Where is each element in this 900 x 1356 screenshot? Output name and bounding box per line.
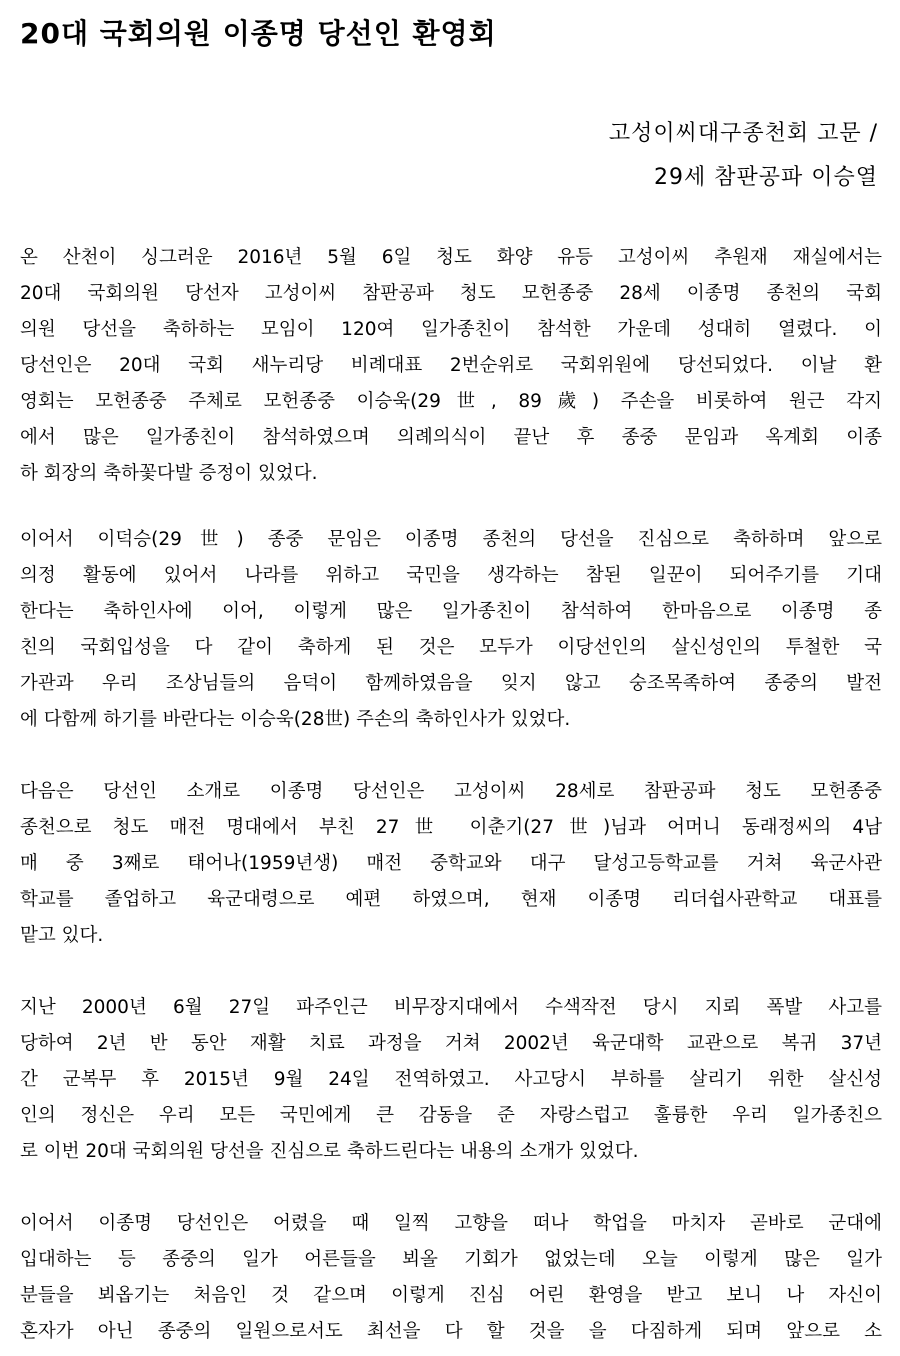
paragraph-line: 매 중 3째로 태어나(1959년생) 매전 중학교와 대구 달성고등학교를 거쳐 육군사관 <box>20 853 882 874</box>
paragraph-line: 온 산천이 싱그러운 2016년 5월 6일 청도 화양 유등 고성이씨 추원재 재실에서는 <box>20 247 882 268</box>
paragraph-line: 하 회장의 축하꽃다발 증정이 있었다. <box>20 463 318 484</box>
paragraph-line: 맡고 있다. <box>20 925 104 946</box>
paragraph-line: 로 이번 20대 국회의원 당선을 진심으로 축하드린다는 내용의 소개가 있었다. <box>20 1141 639 1162</box>
paragraph-line: 친의 국회입성을 다 같이 축하게 된 것은 모두가 이당선인의 살신성인의 투철한 국 <box>20 637 882 658</box>
paragraph-line: 입대하는 등 종중의 일가 어른들을 뵈올 기회가 없었는데 오늘 이렇게 많은 일가 <box>20 1249 882 1270</box>
byline-author: 29세 참판공파 이승열 <box>654 165 878 190</box>
paragraph-5 <box>20 1206 882 1350</box>
paragraph-line: 다음은 당선인 소개로 이종명 당선인은 고성이씨 28세로 참판공파 청도 모헌종중 <box>20 781 882 802</box>
paragraph-4 <box>20 990 882 1170</box>
paragraph-line: 혼자가 아닌 종중의 일원으로서도 최선을 다 할 것을 을 다짐하게 되며 앞으로 소 <box>20 1321 882 1342</box>
paragraph-line: 이어서 이종명 당선인은 어렸을 때 일찍 고향을 떠나 학업을 마치자 곧바로 군대에 <box>20 1213 882 1234</box>
paragraph-line: 에 다함께 하기를 바란다는 이승욱(28世) 주손의 축하인사가 있었다. <box>20 709 571 730</box>
paragraph-line: 인의 정신은 우리 모든 국민에게 큰 감동을 준 자랑스럽고 훌륭한 우리 일가종친으 <box>20 1105 882 1126</box>
paragraph-3 <box>20 774 882 954</box>
paragraph-line: 영회는 모헌종중 주체로 모헌종중 이승욱(29世, 89歲) 주손을 비롯하여 원근 각지 <box>20 391 882 412</box>
author-byline <box>609 112 878 200</box>
paragraph-line: 종천으로 청도 매전 명대에서 부친 27世 이춘기(27世)님과 어머니 동래정씨의 4남 <box>20 817 882 838</box>
byline-affiliation: 고성이씨대구종천회 고문 / <box>608 121 878 146</box>
paragraph-line: 의원 당선을 축하하는 모임이 120여 일가종친이 참석한 가운데 성대히 열렸다. 이 <box>20 319 882 340</box>
paragraph-line: 20대 국회의원 당선자 고성이씨 참판공파 청도 모헌종중 28세 이종명 종천의 국회 <box>20 283 882 304</box>
paragraph-line: 의정 활동에 있어서 나라를 위하고 국민을 생각하는 참된 일꾼이 되어주기를 기대 <box>20 565 882 586</box>
paragraph-line: 학교를 졸업하고 육군대령으로 예편 하였으며, 현재 이종명 리더쉽사관학교 대표를 <box>20 889 882 910</box>
paragraph-line: 지난 2000년 6월 27일 파주인근 비무장지대에서 수색작전 당시 지뢰 폭발 사고를 <box>20 997 882 1018</box>
paragraph-line: 이어서 이덕승(29世) 종중 문임은 이종명 종천의 당선을 진심으로 축하하며 앞으로 <box>20 529 882 550</box>
paragraph-line: 분들을 뵈옵기는 처음인 것 같으며 이렇게 진심 어린 환영을 받고 보니 나 자신이 <box>20 1285 882 1306</box>
paragraph-line: 간 군복무 후 2015년 9월 24일 전역하였고. 사고당시 부하를 살리기 위한 살신성 <box>20 1069 882 1090</box>
document-title: 20대 국회의원 이종명 당선인 환영회 <box>20 17 497 50</box>
paragraph-line: 당하여 2년 반 동안 재활 치료 과정을 거쳐 2002년 육군대학 교관으로 복귀 37년 <box>20 1033 882 1054</box>
paragraph-line: 당선인은 20대 국회 새누리당 비례대표 2번순위로 국회위원에 당선되었다. 이날 환 <box>20 355 882 376</box>
paragraph-1 <box>20 240 882 492</box>
paragraph-line: 에서 많은 일가종친이 참석하였으며 의례의식이 끝난 후 종중 문임과 옥계회 이종 <box>20 427 882 448</box>
paragraph-line: 가관과 우리 조상님들의 음덕이 함께하였음을 잊지 않고 숭조목족하여 종중의 발전 <box>20 673 882 694</box>
paragraph-line: 한다는 축하인사에 이어, 이렇게 많은 일가종친이 참석하여 한마음으로 이종명 종 <box>20 601 882 622</box>
paragraph-2 <box>20 522 882 738</box>
